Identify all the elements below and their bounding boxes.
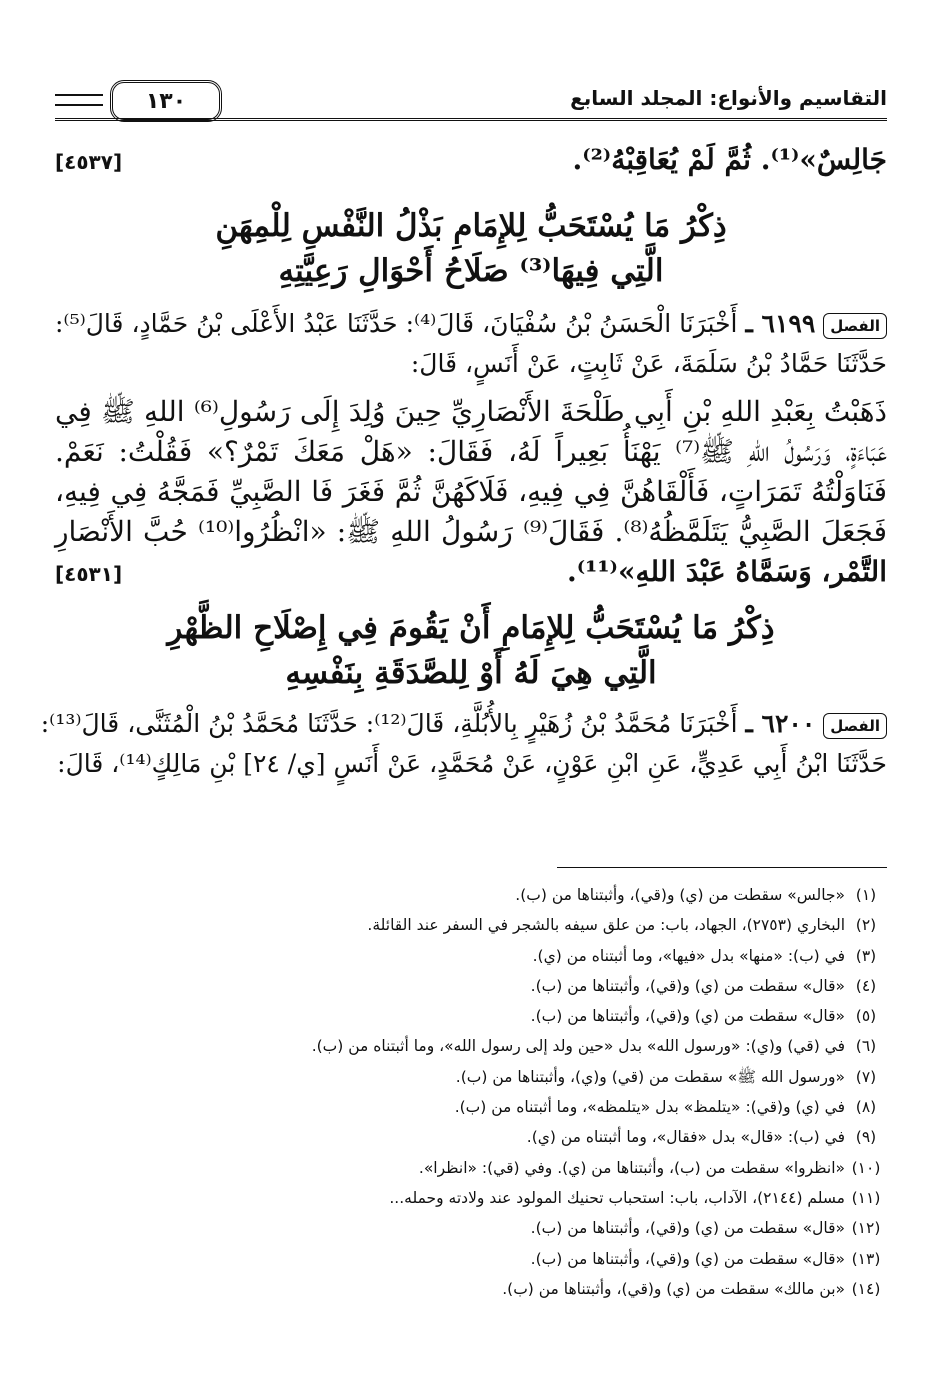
line-text: التَّمْر، وَسَمَّاهُ عَبْدَ اللهِ»⁽¹¹⁾. bbox=[567, 555, 887, 588]
fasl-badge: الفصل bbox=[823, 313, 887, 339]
footnote bbox=[55, 1183, 887, 1213]
hadith-line bbox=[40, 704, 887, 744]
footnote-separator bbox=[557, 867, 887, 868]
footnote-text: في (قي) و(ي): «ورسول الله» بدل «حين ولد إلى رسول الله»، وما أثبتناه من (ب). bbox=[311, 1037, 845, 1056]
footnote bbox=[55, 1244, 887, 1274]
footnote-text: «قال» سقطت من (ي) و(قي)، وأثبتناها من (ب). bbox=[530, 976, 845, 995]
hadith-line: فَنَاوَلْتُهُ تَمَرَاتٍ، فَأَلْقَاهُنَّ فِي فِيهِ، فَلَاكَهُنَّ ثُمَّ فَغَرَ فَا الصَّبِيِّ فَمَجَّهُ فِي فِيهِ، bbox=[55, 475, 887, 508]
footnote-number: (٨) bbox=[855, 1098, 877, 1117]
hadith-line: حَدَّثَنَا حَمَّادُ بْنُ سَلَمَةَ، عَنْ ثَابِتٍ، عَنْ أَنَسٍ، قَالَ: bbox=[410, 349, 887, 378]
footnote-text: البخاري (٢٧٥٣)، الجهاد، باب: من علق سيفه بالشجر في السفر عند القائلة. bbox=[367, 916, 845, 935]
footnote bbox=[55, 1062, 887, 1092]
footnote bbox=[55, 1122, 887, 1152]
footnote-number: (٦) bbox=[855, 1037, 877, 1056]
hadith-number: ٦٢٠٠ ـ bbox=[745, 709, 816, 738]
footnote-text: مسلم (٢١٤٤)، الآداب، باب: استحباب تحنيك المولود عند ولادته وحمله... bbox=[389, 1188, 845, 1207]
line-text: أَخْبَرَنَا الْحَسَنُ بْنُ سُفْيَانَ، قَالَ⁽⁴⁾: حَدَّثَنَا عَبْدُ الأَعْلَى بْنُ حَمَّادٍ، قَالَ⁽⁵⁾: bbox=[55, 309, 738, 338]
main-text bbox=[40, 140, 888, 784]
footnote-number: (١٤) bbox=[851, 1279, 881, 1298]
decorative-double-rule bbox=[55, 94, 103, 106]
footnote-number: (١٢) bbox=[851, 1219, 881, 1238]
footnote-text: في (ي) و(قي): «يتلمظ» بدل «يتلمظه»، وما أثبتناه من (ب). bbox=[454, 1098, 845, 1117]
header-rule bbox=[55, 118, 887, 125]
heading-line: الَّتِي فِيهَا⁽³⁾ صَلَاحُ أَحْوَالِ رَعِيَّتِهِ bbox=[278, 253, 664, 289]
hadith-line bbox=[55, 552, 887, 592]
hadith-reference: [٤٥٣١] bbox=[55, 562, 123, 586]
footnote-number: (٧) bbox=[855, 1067, 877, 1086]
footnote-text: «جالس» سقطت من (ي) و(قي)، وأثبتناها من (ب). bbox=[515, 886, 845, 904]
footnote-text: في (ب): «منها» بدل «فيها»، وما أثبتناه من (ي). bbox=[532, 946, 845, 965]
running-title: التقاسيم والأنواع: المجلد السابع bbox=[570, 86, 887, 110]
hadith-reference: [٤٥٣٧] bbox=[55, 150, 123, 174]
footnote bbox=[55, 1092, 887, 1122]
chapter-heading bbox=[55, 606, 887, 696]
fasl-badge: الفصل bbox=[823, 713, 887, 739]
footnote bbox=[55, 1031, 887, 1061]
footnote-number: (٢) bbox=[855, 916, 877, 935]
footnote bbox=[55, 1001, 887, 1031]
footnote-number: (٥) bbox=[855, 1007, 877, 1026]
footnote-text: «قال» سقطت من (ي) و(قي)، وأثبتناها من (ب). bbox=[530, 1249, 845, 1268]
footnote-text: «بن مالك» سقطت من (ي) و(قي)، وأثبتناها من (ب). bbox=[502, 1279, 845, 1298]
footnote-text: «ورسول الله ﷺ» سقطت من (قي) و(ي)، وأثبتناها من (ب). bbox=[455, 1067, 845, 1086]
footnote bbox=[55, 1274, 887, 1304]
footnote bbox=[55, 910, 887, 940]
hadith-line bbox=[55, 304, 887, 344]
text-line bbox=[55, 140, 887, 180]
footnote bbox=[55, 1153, 887, 1183]
hadith-line: عَبَاءَةٍ، وَرَسُولُ اللهِ ﷺ⁽⁷⁾ يَهْنَأُ بَعِيراً لَهُ، فَقَالَ: «هَلْ مَعَكَ تَمْرٌ؟» فَقُلْتُ: نَعَمْ. bbox=[55, 435, 887, 468]
heading-line: ذِكْرُ مَا يُسْتَحَبُّ لِلإِمَامِ أَنْ يَقُومَ فِي إِصْلَاحِ الظَّهْرِ bbox=[167, 610, 775, 646]
footnote bbox=[55, 1213, 887, 1243]
footnote bbox=[55, 971, 887, 1001]
footnote-number: (٩) bbox=[855, 1128, 877, 1147]
footnote-text: «قال» سقطت من (ي) و(قي)، وأثبتناها من (ب). bbox=[530, 1219, 845, 1238]
page-number: ١٣٠ bbox=[110, 80, 222, 122]
footnote-number: (٣) bbox=[855, 946, 877, 965]
footnote-text: «قال» سقطت من (ي) و(قي)، وأثبتناها من (ب). bbox=[530, 1007, 845, 1026]
footnote-text: في (ب): «قال» بدل «فقال»، وما أثبتناه من (ي). bbox=[526, 1128, 845, 1147]
page-header bbox=[55, 80, 887, 120]
footnote bbox=[55, 941, 887, 971]
hadith-line: حَدَّثَنَا ابْنُ أَبِي عَدِيٍّ، عَنِ ابْنِ عَوْنٍ، عَنْ مُحَمَّدٍ، عَنْ أَنَسٍ [ي/ ٢٤] بْنِ مَالِكٍ⁽¹⁴⁾، قَالَ: bbox=[57, 749, 887, 778]
footnote-number: (١٣) bbox=[851, 1249, 881, 1268]
hadith-line: ذَهَبْتُ بِعَبْدِ اللهِ بْنِ أَبِي طَلْحَةَ الأَنْصَارِيِّ حِينَ وُلِدَ إِلَى رَسُولِ⁽⁶⁾ اللهِ ﷺ فِي bbox=[55, 395, 888, 428]
footnote-text: «انظروا» سقطت من (ب)، وأثبتناها من (ي). وفي (قي): «انظرا». bbox=[418, 1158, 845, 1177]
footnote bbox=[55, 880, 887, 910]
footnote-number: (١) bbox=[855, 886, 877, 904]
line-text: جَالِسٌ»⁽¹⁾. ثُمَّ لَمْ يُعَاقِبْهُ⁽²⁾. bbox=[572, 143, 887, 176]
hadith-line: فَجَعَلَ الصَّبِيُّ يَتَلَمَّظُهُ⁽⁸⁾. فَقَالَ⁽⁹⁾ رَسُولُ اللهِ ﷺ: «انْظُرُوا⁽¹⁰⁾ حُبَّ الأَنْصَارِ bbox=[55, 515, 887, 548]
heading-line: الَّتِي هِيَ لَهُ أَوْ لِلصَّدَقَةِ بِنَفْسِهِ bbox=[285, 655, 657, 691]
hadith-number: ٦١٩٩ ـ bbox=[745, 309, 816, 338]
footnote-number: (١١) bbox=[851, 1188, 881, 1207]
heading-line: ذِكْرُ مَا يُسْتَحَبُّ لِلإِمَامِ بَذْلُ النَّفْسِ لِلْمِهَنِ bbox=[215, 208, 727, 244]
footnotes bbox=[55, 880, 887, 1304]
line-text: أَخْبَرَنَا مُحَمَّدُ بْنُ زُهَيْرٍ بِالأُبُلَّةِ، قَالَ⁽¹²⁾: حَدَّثَنَا مُحَمَّدُ بْنُ الْمُثَنَّى، قَالَ⁽¹³⁾: bbox=[40, 709, 738, 738]
footnote-number: (١٠) bbox=[851, 1158, 881, 1177]
chapter-heading bbox=[55, 204, 887, 294]
footnote-number: (٤) bbox=[855, 976, 877, 995]
